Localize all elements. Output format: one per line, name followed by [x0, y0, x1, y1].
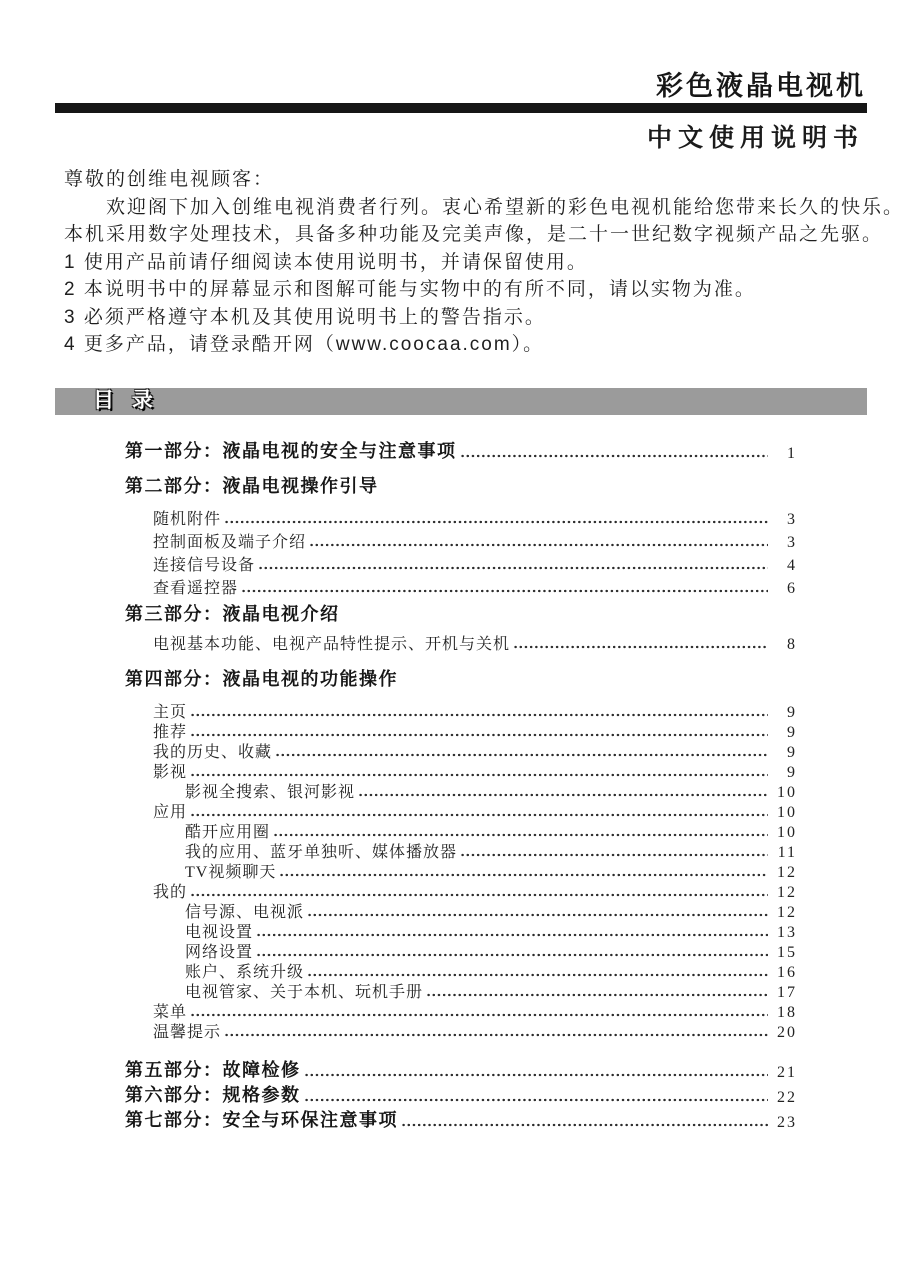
- toc-page-number: 21: [777, 1064, 797, 1081]
- toc-entry-label: 影视: [153, 764, 188, 781]
- toc-page-number: 12: [777, 884, 797, 901]
- toc-page-number: 16: [777, 964, 797, 981]
- toc-entry-label: 电视基本功能、电视产品特性提示、开机与关机: [153, 636, 511, 653]
- toc-entry-label: 电视管家、关于本机、玩机手册: [185, 984, 424, 1001]
- toc-page-number: 3: [787, 534, 797, 551]
- dot-leader: [190, 1008, 768, 1022]
- dot-leader: [460, 848, 768, 862]
- toc-page-number: 20: [777, 1024, 797, 1041]
- toc-row: [125, 862, 797, 882]
- toc-section-row: [125, 443, 797, 463]
- dot-leader: [190, 808, 768, 822]
- toc-page-number: 10: [777, 824, 797, 841]
- toc-row: [125, 552, 797, 575]
- toc-page-number: 9: [787, 704, 797, 721]
- toc-row: [125, 982, 797, 1002]
- toc-row: [125, 782, 797, 802]
- dot-leader: [241, 584, 768, 598]
- toc-page-number: 9: [787, 744, 797, 761]
- toc-entry-label: 影视全搜索、银河影视: [185, 784, 356, 801]
- toc-entry-label: 应用: [153, 804, 188, 821]
- dot-leader: [307, 908, 768, 922]
- intro-note-4: 4 更多产品，请登录酷开网（www.coocaa.com）。: [64, 334, 545, 355]
- doc-title: 彩色液晶电视机: [656, 71, 866, 101]
- toc-heading: 目 录: [93, 389, 159, 412]
- dot-leader: [224, 1028, 768, 1042]
- toc-entry-label: TV视频聊天: [185, 864, 277, 881]
- toc-entry-label: 温馨提示: [153, 1024, 222, 1041]
- dot-leader: [224, 515, 768, 529]
- toc-section-label: 第二部分：液晶电视操作引导: [125, 476, 379, 496]
- toc-section-label: 第六部分：规格参数: [125, 1085, 301, 1105]
- dot-leader: [304, 1068, 769, 1082]
- dot-leader: [190, 728, 768, 742]
- dot-leader: [275, 748, 768, 762]
- toc-list: [125, 443, 797, 1132]
- dot-leader: [460, 449, 769, 463]
- toc-section-label: 第一部分：液晶电视的安全与注意事项: [125, 441, 457, 461]
- toc-entry-label: 主页: [153, 704, 188, 721]
- intro-note-1: 1 使用产品前请仔细阅读本使用说明书，并请保留使用。: [64, 251, 588, 273]
- intro-note-3: 3 必须严格遵守本机及其使用说明书上的警告指示。: [64, 306, 546, 328]
- dot-leader: [513, 640, 768, 654]
- toc-entry-label: 菜单: [153, 1004, 188, 1021]
- toc-entry-label: 查看遥控器: [153, 580, 239, 597]
- intro-salutation: 尊敬的创维电视顾客：: [64, 169, 275, 190]
- toc-page-number: 11: [777, 844, 797, 861]
- toc-row: [125, 506, 797, 529]
- intro-note-2: 2 本说明书中的屏幕显示和图解可能与实物中的有所不同，请以实物为准。: [64, 279, 756, 300]
- intro-paragraph-line: 本机采用数字处理技术，具备多种功能及完美声像，是二十一世纪数字视频产品之先驱。: [64, 224, 884, 245]
- toc-page-number: 12: [777, 904, 797, 921]
- doc-subtitle: 中文使用说明书: [646, 124, 864, 152]
- dot-leader: [258, 561, 768, 575]
- toc-page-number: 9: [787, 764, 797, 781]
- toc-page-number: 22: [777, 1089, 797, 1106]
- toc-page-number: 15: [777, 944, 797, 961]
- dot-leader: [256, 928, 768, 942]
- toc-row: [125, 702, 797, 722]
- toc-entry-label: 网络设置: [185, 944, 254, 961]
- toc-page-number: 18: [777, 1004, 797, 1021]
- dot-leader: [401, 1118, 768, 1132]
- toc-entry-label: 账户、系统升级: [185, 964, 305, 981]
- toc-entry-label: 酷开应用圈: [185, 824, 271, 841]
- toc-section-label: 第七部分：安全与环保注意事项: [125, 1110, 398, 1130]
- toc-page-number: 17: [777, 984, 797, 1001]
- dot-leader: [304, 1093, 769, 1107]
- toc-entry-label: 推荐: [153, 724, 188, 741]
- dot-leader: [279, 868, 768, 882]
- toc-entry-label: 我的: [153, 884, 188, 901]
- toc-section-row: [125, 1082, 797, 1107]
- toc-page-number: 12: [777, 864, 797, 881]
- toc-entry-label: 控制面板及端子介绍: [153, 534, 307, 551]
- toc-page-number: 8: [787, 636, 797, 653]
- toc-page-number: 13: [777, 924, 797, 941]
- toc-heading-bar: [55, 388, 867, 415]
- toc-page-number: 4: [787, 557, 797, 574]
- toc-section-row: [125, 606, 797, 626]
- intro-section: [64, 166, 909, 359]
- toc-page-number: 10: [777, 804, 797, 821]
- toc-page-number: 6: [787, 580, 797, 597]
- toc-page-number: 10: [777, 784, 797, 801]
- toc-row: [125, 529, 797, 552]
- toc-row: [125, 1022, 797, 1042]
- toc-section-label: 第五部分：故障检修: [125, 1060, 301, 1080]
- toc-entry-label: 我的历史、收藏: [153, 744, 273, 761]
- header-rule-bar: [55, 103, 867, 113]
- intro-paragraph-line: 欢迎阁下加入创维电视消费者行列。衷心希望新的彩色电视机能给您带来长久的快乐。: [106, 196, 905, 218]
- toc-page-number: 23: [777, 1114, 797, 1131]
- dot-leader: [426, 988, 768, 1002]
- toc-section-row: [125, 671, 797, 691]
- toc-section-label: 第四部分：液晶电视的功能操作: [125, 669, 398, 689]
- toc-section-row: [125, 1057, 797, 1082]
- toc-entry-label: 连接信号设备: [153, 557, 256, 574]
- dot-leader: [190, 708, 768, 722]
- toc-page-number: 9: [787, 724, 797, 741]
- toc-page-number: 3: [787, 511, 797, 528]
- toc-entry-label: 信号源、电视派: [185, 904, 305, 921]
- toc-row: [125, 575, 797, 598]
- dot-leader: [309, 538, 768, 552]
- toc-row: [125, 634, 797, 654]
- toc-section-row: [125, 478, 797, 498]
- toc-page-number: 1: [787, 445, 797, 462]
- dot-leader: [358, 788, 768, 802]
- toc-entry-label: 随机附件: [153, 511, 222, 528]
- toc-section-label: 第三部分：液晶电视介绍: [125, 604, 340, 624]
- dot-leader: [256, 948, 768, 962]
- toc-entry-label: 我的应用、蓝牙单独听、媒体播放器: [185, 844, 458, 861]
- toc-section-row: [125, 1107, 797, 1132]
- toc-row: [125, 742, 797, 762]
- toc-row: [125, 1002, 797, 1022]
- toc-entry-label: 电视设置: [185, 924, 254, 941]
